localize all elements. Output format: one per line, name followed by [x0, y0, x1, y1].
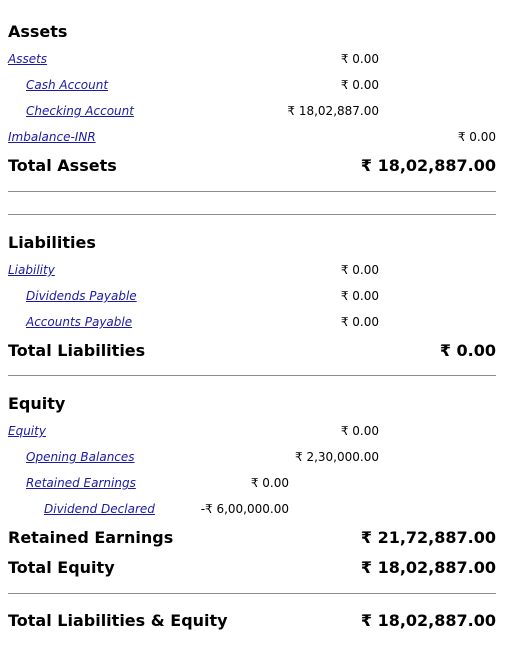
checking-account-value: ₹ 18,02,887.00 — [287, 104, 379, 118]
section-divider — [8, 375, 496, 376]
retained-earnings-link[interactable]: Retained Earnings — [26, 476, 136, 490]
assets-account-link[interactable]: Assets — [8, 52, 48, 66]
section-divider — [8, 593, 496, 594]
retained-earnings-total-label: Retained Earnings — [8, 528, 174, 547]
assets-heading: Assets — [8, 22, 68, 41]
total-liabilities-value: ₹ 0.00 — [439, 341, 496, 360]
assets-account-value: ₹ 0.00 — [340, 52, 379, 66]
cash-account-link[interactable]: Cash Account — [26, 78, 109, 92]
retained-earnings-value: ₹ 0.00 — [250, 476, 289, 490]
accounts-payable-value: ₹ 0.00 — [340, 315, 379, 329]
total-equity-label: Total Equity — [8, 558, 115, 577]
total-assets-label: Total Assets — [8, 156, 117, 175]
total-liabilities-equity-label: Total Liabilities & Equity — [8, 611, 228, 630]
liability-account-link[interactable]: Liability — [8, 263, 55, 277]
dividends-payable-link[interactable]: Dividends Payable — [26, 289, 137, 303]
total-liabilities-equity-value: ₹ 18,02,887.00 — [360, 611, 496, 630]
total-assets-value: ₹ 18,02,887.00 — [360, 156, 496, 175]
section-divider — [8, 214, 496, 215]
imbalance-inr-value: ₹ 0.00 — [457, 130, 496, 144]
dividend-declared-value: -₹ 6,00,000.00 — [200, 502, 289, 516]
opening-balances-link[interactable]: Opening Balances — [26, 450, 135, 464]
section-divider — [8, 191, 496, 192]
imbalance-inr-link[interactable]: Imbalance-INR — [8, 130, 96, 144]
dividend-declared-link[interactable]: Dividend Declared — [44, 502, 155, 516]
equity-heading: Equity — [8, 394, 66, 413]
retained-earnings-total-value: ₹ 21,72,887.00 — [360, 528, 496, 547]
liabilities-heading: Liabilities — [8, 233, 96, 252]
total-equity-value: ₹ 18,02,887.00 — [360, 558, 496, 577]
dividends-payable-value: ₹ 0.00 — [340, 289, 379, 303]
liability-account-value: ₹ 0.00 — [340, 263, 379, 277]
equity-account-link[interactable]: Equity — [8, 424, 46, 438]
checking-account-link[interactable]: Checking Account — [26, 104, 134, 118]
cash-account-value: ₹ 0.00 — [340, 78, 379, 92]
total-liabilities-label: Total Liabilities — [8, 341, 146, 360]
accounts-payable-link[interactable]: Accounts Payable — [26, 315, 133, 329]
equity-account-value: ₹ 0.00 — [340, 424, 379, 438]
opening-balances-value: ₹ 2,30,000.00 — [295, 450, 379, 464]
